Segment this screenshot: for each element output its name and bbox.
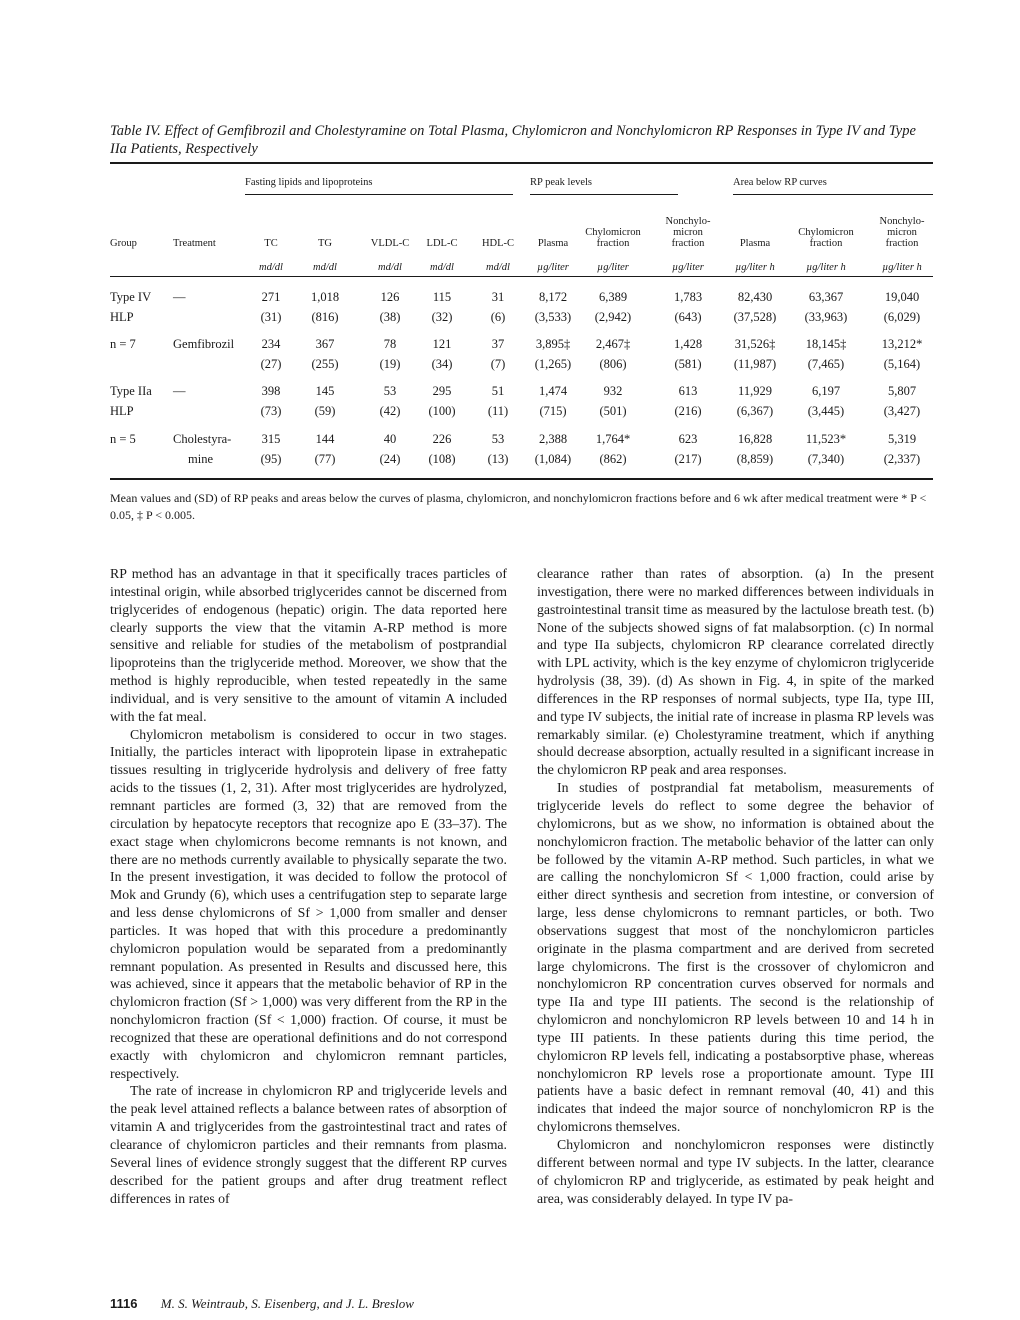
table-cell: (6) [490, 310, 506, 324]
column-header: HDL-C [481, 238, 515, 249]
table-cell: 295 [432, 384, 452, 398]
column-group-rule [530, 194, 678, 195]
table-cell: (2,337) [883, 452, 921, 466]
table-cell: (7,465) [807, 357, 845, 371]
table-cell: (862) [599, 452, 627, 466]
paragraph: clearance rather than rates of absorption. (a) In the present investigation, there were no marked differences between individuals in gastrointestinal transit time as measured by the lactulose breath test. (b) None of the subjects showed signs of fat malabsorption. (c) In normal and type IIa subjects, chylomicron RP clearance correlated directly with LPL activity, which is the key enzyme of chylomicron triglyceride hydrolysis (38, 39). (d) As shown in Fig. 4, in spite of the marked differences in the RP responses of normal subjects, type IIa, type III, and type IV subjects, the initial rate of increase in plasma RP levels was remarkably similar. (e) Cholestyramine treatment, which if anything should decrease absorption, actually resulted in a significant increase in the chylomicron RP peak and area responses. [537, 566, 934, 778]
column-group-header: Area below RP curves [733, 177, 827, 188]
table-cell: 1,428 [673, 337, 703, 351]
table-cell: (32) [431, 310, 453, 324]
column-header: Nonchylo- [879, 216, 925, 227]
column-header: micron [673, 227, 703, 238]
table-cell: (1,265) [534, 357, 572, 371]
table-cell: 315 [261, 432, 281, 446]
table-cell: (27) [260, 357, 282, 371]
column-header: fraction [885, 238, 919, 249]
table-cell: (34) [431, 357, 453, 371]
column-header: Plasma [537, 238, 569, 249]
table-cell: (19) [379, 357, 401, 371]
table-cell: (715) [539, 404, 567, 418]
column-header: Plasma [739, 238, 771, 249]
table-cell: 2,467‡ [595, 337, 631, 351]
table-cell: 5,807 [887, 384, 917, 398]
body-column-right [537, 565, 934, 1207]
table-cell: 31 [491, 290, 505, 304]
table-cell: (8,859) [736, 452, 774, 466]
table-cell: 121 [432, 337, 452, 351]
column-header: Chylomicron [798, 227, 854, 238]
row-treatment-label: mine [188, 452, 213, 466]
column-header: Chylomicron [585, 227, 641, 238]
table-cell: (581) [674, 357, 702, 371]
table-cell: 271 [261, 290, 281, 304]
row-group-label: Type IV [110, 290, 152, 304]
unit-label: md/dl [430, 262, 454, 273]
table-cell: 18,145‡ [805, 337, 847, 351]
table-cell: (37,528) [733, 310, 777, 324]
table-cell: 226 [432, 432, 452, 446]
unit-label: µg/liter [537, 262, 569, 273]
column-header: TG [318, 238, 332, 249]
table-cell: 6,197 [811, 384, 841, 398]
table-cell: 53 [491, 432, 505, 446]
unit-label: md/dl [313, 262, 337, 273]
table-cell: (13) [487, 452, 509, 466]
table-cell: 11,929 [738, 384, 772, 398]
body-column-left [110, 565, 507, 1207]
paragraph: The rate of increase in chylomicron RP and triglyceride levels and the peak level attained reflects a balance between rates of absorption of vitamin A and triglycerides from the gastrointestinal tract and rates of clearance of chylomicron particles and their remnants from plasma. Several lines of evidence strongly suggest that the different RP curves described for the patient groups and after drug treatment reflect differences in rates of [110, 1083, 507, 1206]
table-cell: (73) [260, 404, 282, 418]
table-cell: 6,389 [598, 290, 628, 304]
table-cell: (24) [379, 452, 401, 466]
table-cell: 82,430 [737, 290, 773, 304]
table-cell: 37 [491, 337, 505, 351]
table-cell: 613 [678, 384, 698, 398]
column-group-header: Fasting lipids and lipoproteins [245, 177, 373, 188]
table-cell: (501) [599, 404, 627, 418]
table-cell: 11,523* [805, 432, 847, 446]
table-cell: 234 [261, 337, 281, 351]
table-cell: 623 [678, 432, 698, 446]
table-cell: (1,084) [534, 452, 572, 466]
table-cell: (7,340) [807, 452, 845, 466]
table-cell: (816) [311, 310, 339, 324]
unit-label: µg/liter [597, 262, 629, 273]
table-cell: (59) [314, 404, 336, 418]
unit-label: md/dl [486, 262, 510, 273]
table-cell: (100) [428, 404, 456, 418]
paragraph: In studies of postprandial fat metabolism, measurements of triglyceride levels do reflect to some degree the behavior of chylomicrons, but as we show, no information is obtained about the nonchylomicron fraction. The metabolic behavior of the latter can only be followed by the vitamin A-RP method. Such particles, in what we are calling the nonchylomicron Sf < 1,000 fraction, could arise by either direct synthesis and secretion from intestine, or conversion of large, less dense chylomicrons to remnant particles, or both. Two observations suggest that most of the nonchylomicron particles originate in the plasma compartment and are derived from secreted large chylomicrons. The first is the crossover of chylomicron and nonchylomicron RP concentration curves observed for normals and type IIa and type III patients. The second is the relationship of chylomicron and nonchylomicron RP levels between 10 and 14 h in type III patients. In these patients during this time period, the chylomicron RP levels fell, indicating a postabsorptive phase, whereas nonchylomicron RP levels rose a proportionate amount. Type III patients have a basic defect in remnant removal (40, 41) and this indicates that indeed the major source of nonchylomicron RP is the chylomicrons themselves. [537, 780, 934, 1135]
column-header: LDL-C [426, 238, 458, 249]
table-cell: 144 [315, 432, 335, 446]
table-cell: (38) [379, 310, 401, 324]
column-header: TC [264, 238, 278, 249]
table-cell: (255) [311, 357, 339, 371]
column-group-rule [245, 194, 513, 195]
column-header: Group [110, 238, 137, 249]
row-group-label: n = 7 [110, 337, 136, 351]
column-header: Treatment [173, 238, 216, 249]
table-cell: (6,367) [736, 404, 774, 418]
column-header: fraction [596, 238, 630, 249]
table-cell: 63,367 [808, 290, 844, 304]
unit-label: md/dl [378, 262, 402, 273]
table-cell: 145 [315, 384, 335, 398]
table-cell: (3,427) [883, 404, 921, 418]
table-cell: (3,445) [807, 404, 845, 418]
table-cell: 19,040 [884, 290, 920, 304]
table-cell: (95) [260, 452, 282, 466]
data-table [0, 0, 1020, 480]
table-cell: (11) [487, 404, 509, 418]
table-cell: 126 [380, 290, 400, 304]
paragraph: Chylomicron metabolism is considered to occur in two stages. Initially, the particles interact with lipoprotein lipase in extrahepatic tissues resulting in triglyceride hydrolysis and delivery of free fatty acids to the tissues (1, 2, 31). After most triglycerides are hydrolyzed, remnant particles are formed (3, 32) that are removed from the circulation by hepatocyte receptors that recognize apo E (33–37). The exact stage when chylomicrons become remnants is not known, and there are no methods currently available to physically separate the two. In the present investigation, it was decided to follow the protocol of Mok and Grundy (6), which uses a centrifugation step to separate large and less dense chylomicrons of Sf > 1,000 from smaller and denser particles. It was hoped that with this procedure a predominantly chylomicron population would be separated from a predominantly remnant population. As presented in Results and discussed here, this was achieved, since it appears that the metabolic behavior of RP in the chylomicron fraction (Sf > 1,000) was very different from the RP in the nonchylomicron fraction (Sf < 1,000) fraction. Of course, it must be recognized that these are operational definitions and do not correspond exactly with chylomicron and chylomicron remnant particles, respectively. [110, 726, 507, 1081]
table-cell: 3,895‡ [535, 337, 571, 351]
row-group-label: HLP [110, 404, 134, 418]
table-cell: 1,764* [595, 432, 631, 446]
table-cell: 8,172 [538, 290, 568, 304]
table-cell: 1,783 [673, 290, 703, 304]
row-group-label: n = 5 [110, 432, 136, 446]
column-header: Nonchylo- [665, 216, 711, 227]
table-cell: 932 [603, 384, 623, 398]
unit-label: md/dl [259, 262, 283, 273]
row-treatment-label: Gemfibrozil [173, 337, 235, 351]
column-header: fraction [671, 238, 705, 249]
table-cell: (2,942) [594, 310, 632, 324]
table-cell: 51 [491, 384, 505, 398]
table-footnote: Mean values and (SD) of RP peaks and areas below the curves of plasma, chylomicron, and nonchylomicron fractions before and 6 wk after medical treatment were * P < 0.05, ‡ P < 0.005. [110, 491, 927, 522]
table-cell: 31,526‡ [734, 337, 776, 351]
table-cell: (108) [428, 452, 456, 466]
table-cell: (7) [490, 357, 506, 371]
table-cell: 5,319 [887, 432, 917, 446]
table-cell: (11,987) [733, 357, 777, 371]
table-cell: (77) [314, 452, 336, 466]
row-group-label: Type IIa [110, 384, 152, 398]
row-treatment-label: — [173, 290, 186, 304]
table-cell: (643) [674, 310, 702, 324]
table-cell: (33,963) [804, 310, 848, 324]
table-cell: 16,828 [737, 432, 773, 446]
column-header: VLDL-C [370, 238, 410, 249]
unit-label: µg/liter [672, 262, 704, 273]
paragraph: Chylomicron and nonchylomicron responses were distinctly different between normal and type IV subjects. In the latter, clearance of chylomicron RP and triglyceride, as estimated by peak height and area, was considerably delayed. In type IV pa- [537, 1137, 934, 1206]
row-group-label: HLP [110, 310, 134, 324]
table-cell: 2,388 [538, 432, 568, 446]
column-header: micron [887, 227, 917, 238]
table-cell: 78 [383, 337, 397, 351]
table-cell: 13,212* [881, 337, 923, 351]
table-cell: 1,474 [538, 384, 568, 398]
row-treatment-label: — [173, 384, 186, 398]
table-caption: Table IV. Effect of Gemfibrozil and Cholestyramine on Total Plasma, Chylomicron and Nonchylomicron RP Responses in Type IV and Type IIa Patients, Respectively [110, 123, 916, 157]
column-group-header: RP peak levels [530, 177, 593, 188]
table-cell: 367 [315, 337, 335, 351]
page-footer [110, 1296, 414, 1312]
table-cell: 40 [383, 432, 397, 446]
table-cell: (217) [674, 452, 702, 466]
table-cell: (42) [379, 404, 401, 418]
page-number: 1116 [110, 1296, 138, 1311]
table-cell: 398 [261, 384, 281, 398]
row-treatment-label: Cholestyra- [173, 432, 232, 446]
table-cell: 1,018 [310, 290, 340, 304]
paragraph: RP method has an advantage in that it specifically traces particles of intestinal origin, while absorbed triglycerides cannot be discerned from triglycerides of endogenous (hepatic) origin. The data reported here clearly supports the view that the vitamin A-RP method is more sensitive and reliable for studies of the metabolism of postprandial lipoproteins than the triglyceride method. Moreover, we show that the method is highly reproducible, when tested repeatedly in the same individual, and is very sensitive to the amount of vitamin A included with the fat meal. [110, 566, 507, 724]
table-cell: (31) [260, 310, 282, 324]
table-cell: (3,533) [534, 310, 572, 324]
table-cell: (216) [674, 404, 702, 418]
table-cell: 115 [432, 290, 452, 304]
column-group-rule [733, 194, 933, 195]
table-cell: 53 [383, 384, 397, 398]
running-authors: M. S. Weintraub, S. Eisenberg, and J. L. Breslow [160, 1296, 414, 1311]
table-cell: (6,029) [883, 310, 921, 324]
table-cell: (806) [599, 357, 627, 371]
unit-label: µg/liter h [806, 262, 846, 273]
table-cell: (5,164) [883, 357, 921, 371]
unit-label: µg/liter h [882, 262, 922, 273]
unit-label: µg/liter h [735, 262, 775, 273]
column-header: fraction [809, 238, 843, 249]
